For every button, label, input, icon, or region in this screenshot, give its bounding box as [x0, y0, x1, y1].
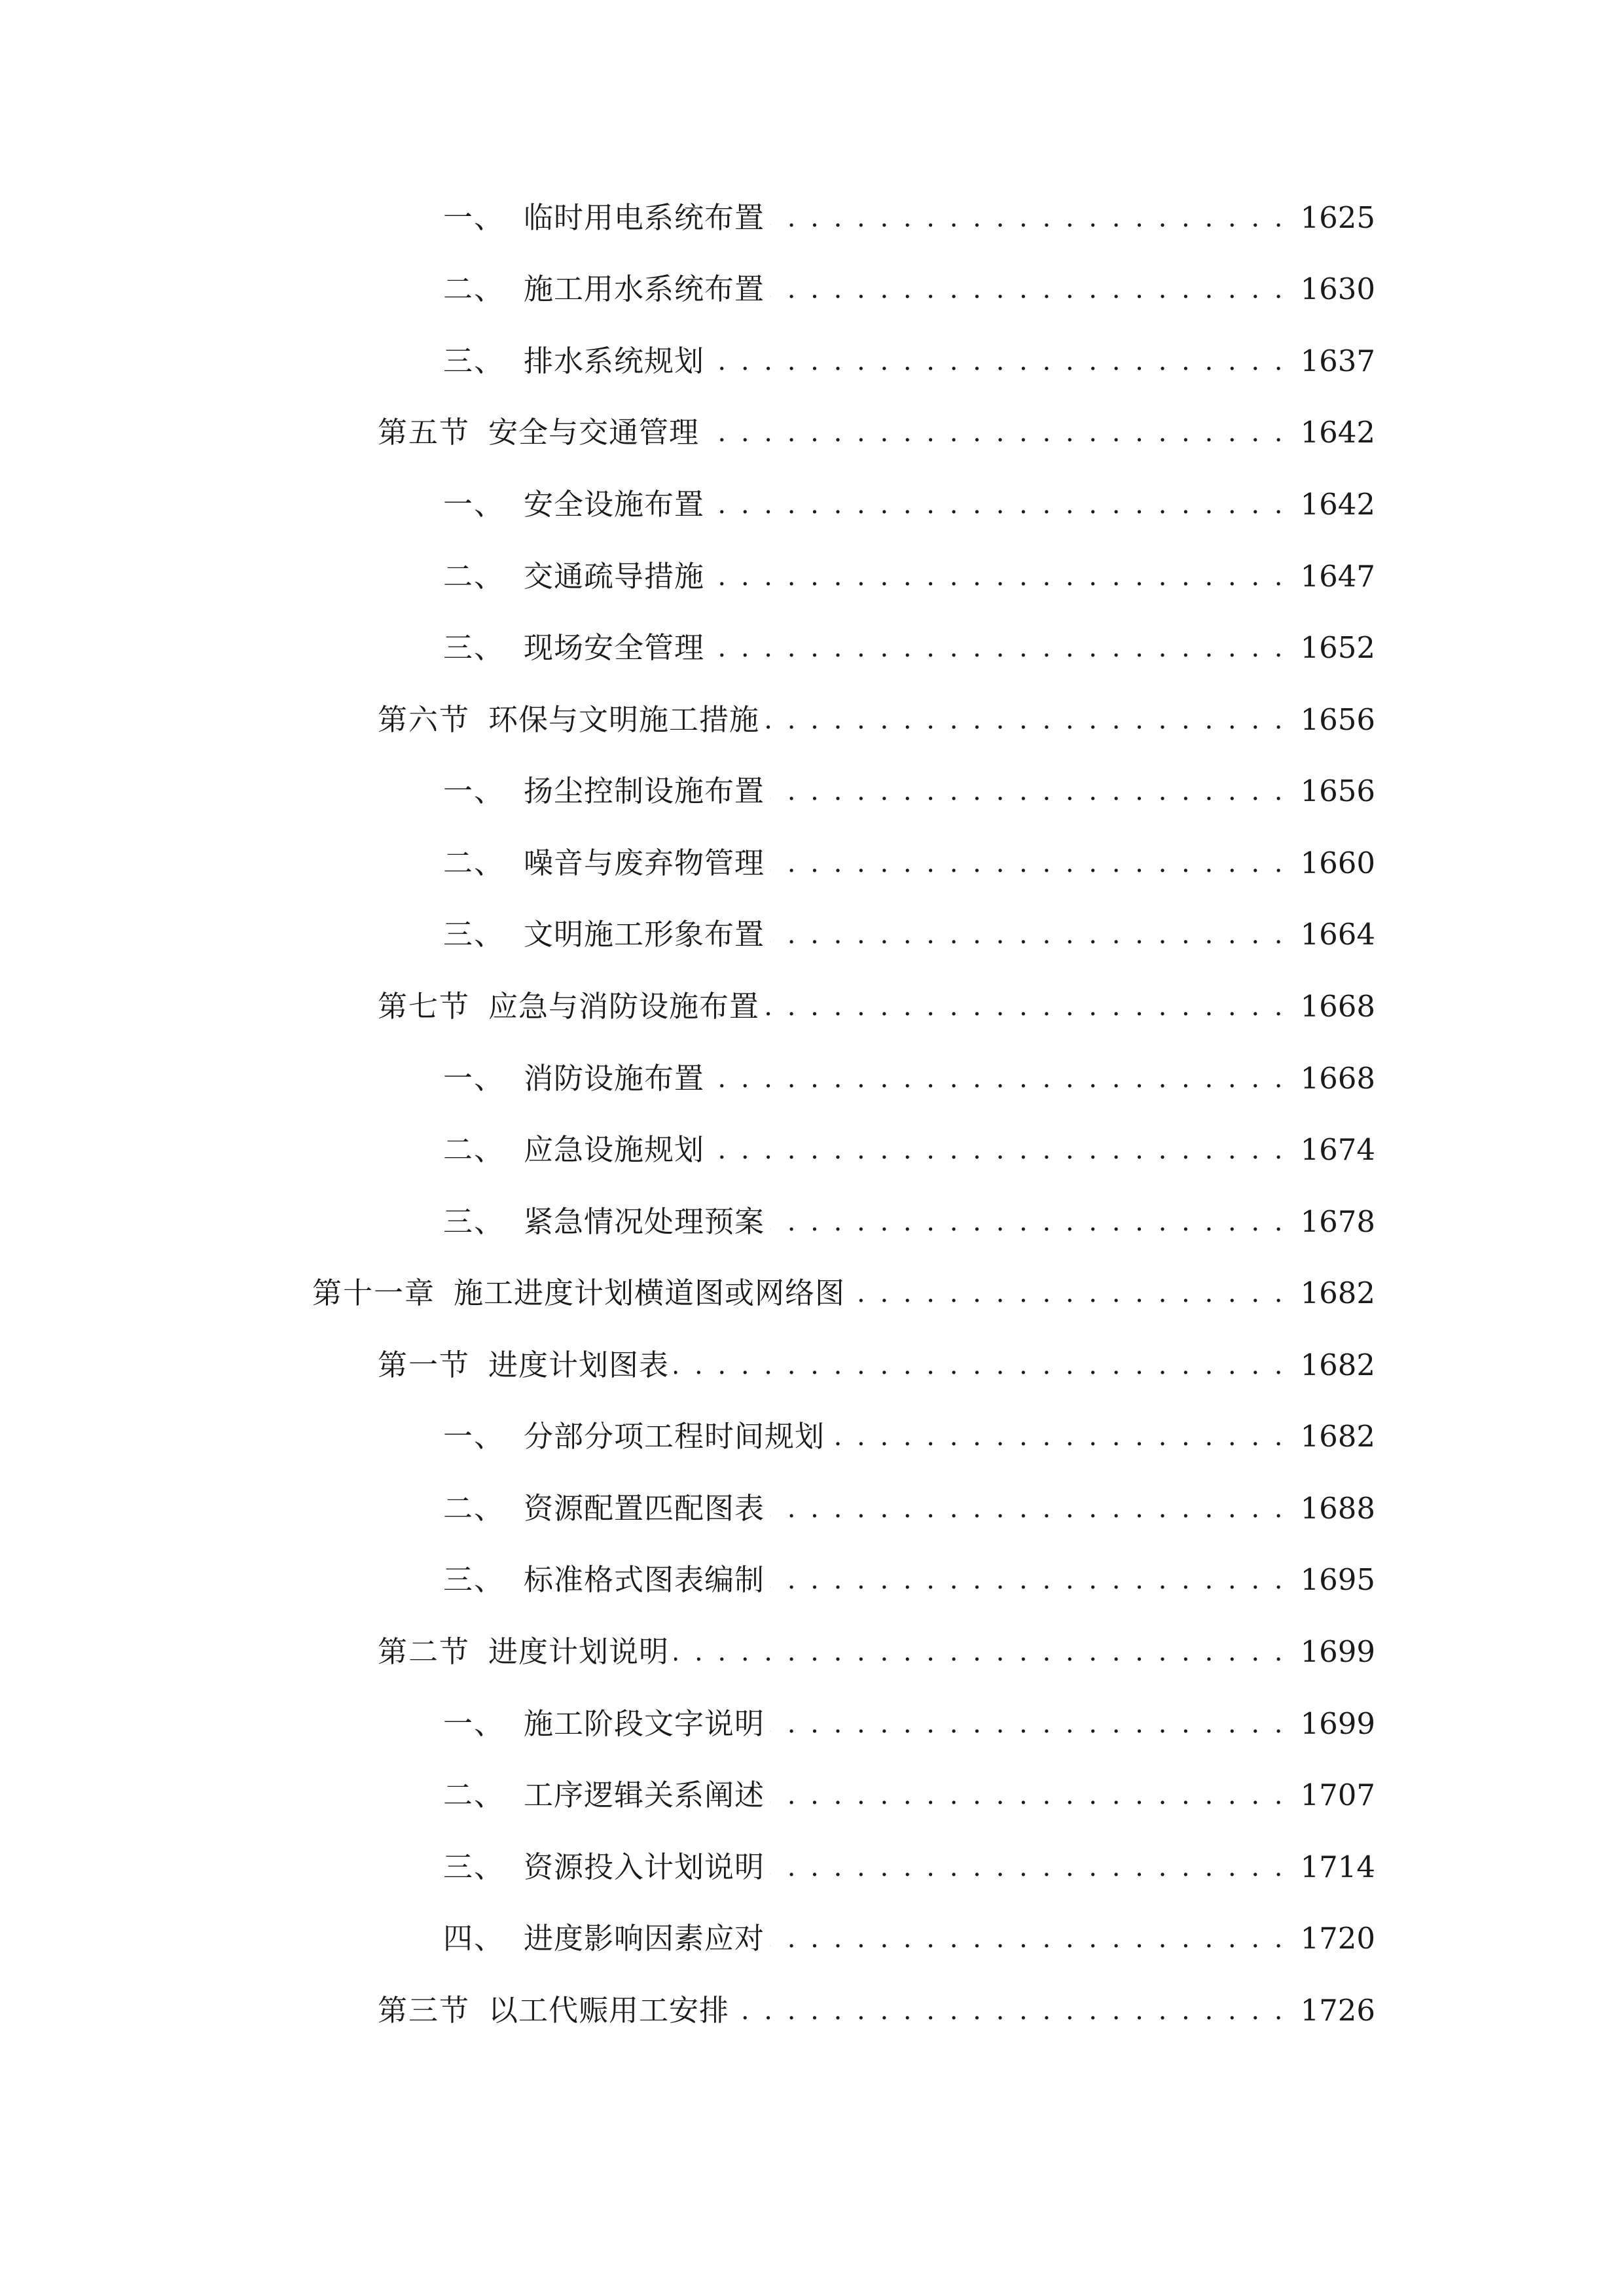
dot-leader	[710, 1056, 1286, 1102]
toc-entry-title: 现场安全管理	[524, 630, 705, 665]
toc-entry-number: 三、	[443, 1850, 505, 1884]
toc-entry[interactable]	[443, 1056, 1375, 1102]
toc-entry-title: 施工进度计划横道图或网络图	[454, 1276, 846, 1310]
toc-entry-page: 1660	[1300, 846, 1375, 880]
toc-entry[interactable]	[443, 195, 1375, 241]
toc-entry-page: 1668	[1300, 989, 1375, 1024]
toc-entry-page: 1642	[1300, 415, 1375, 450]
toc-entry-page: 1652	[1300, 630, 1375, 665]
toc-entry-page: 1688	[1300, 1491, 1375, 1526]
toc-entry-number: 一、	[443, 1061, 505, 1096]
toc-entry-number: 二、	[443, 272, 505, 306]
toc-entry[interactable]	[443, 1772, 1375, 1818]
toc-entry[interactable]	[443, 1701, 1375, 1747]
toc-entry[interactable]	[443, 625, 1375, 671]
toc-entry-title: 交通疏导措施	[524, 559, 705, 594]
toc-entry-number: 二、	[443, 1778, 505, 1812]
dot-leader	[770, 1916, 1286, 1962]
toc-entry[interactable]	[378, 1988, 1375, 2034]
dot-leader	[770, 1486, 1286, 1532]
toc-entry-number: 第三节	[378, 1993, 471, 2028]
toc-entry-page: 1699	[1300, 1706, 1375, 1741]
toc-entry-number: 第二节	[378, 1634, 471, 1669]
dot-leader	[770, 912, 1286, 958]
toc-entry-page: 1720	[1300, 1921, 1375, 1956]
dot-leader	[674, 1342, 1286, 1388]
toc-entry-page: 1668	[1300, 1061, 1375, 1096]
toc-entry-title: 应急设施规划	[524, 1132, 705, 1167]
toc-entry-number: 三、	[443, 1562, 505, 1597]
toc-entry-title: 临时用电系统布置	[524, 200, 765, 235]
toc-entry-page: 1678	[1300, 1204, 1375, 1239]
dot-leader	[765, 697, 1286, 743]
toc-entry-title: 扬尘控制设施布置	[524, 774, 765, 808]
toc-entry-title: 紧急情况处理预案	[524, 1204, 765, 1239]
toc-entry-page: 1682	[1300, 1348, 1375, 1382]
toc-entry[interactable]	[443, 1199, 1375, 1245]
toc-entry-title: 施工阶段文字说明	[524, 1706, 765, 1741]
toc-entry-number: 二、	[443, 1491, 505, 1526]
toc-entry[interactable]	[443, 482, 1375, 528]
toc-entry[interactable]	[443, 554, 1375, 600]
dot-leader	[770, 1701, 1286, 1747]
toc-entry-title: 排水系统规划	[524, 344, 705, 378]
toc-entry[interactable]	[378, 697, 1375, 743]
dot-leader	[710, 625, 1286, 671]
dot-leader	[770, 1844, 1286, 1890]
dot-leader	[710, 338, 1286, 384]
dot-leader	[830, 1414, 1286, 1460]
toc-entry-number: 一、	[443, 487, 505, 522]
toc-entry-number: 第七节	[378, 989, 471, 1024]
toc-entry-number: 一、	[443, 200, 505, 235]
toc-entry-number: 一、	[443, 1419, 505, 1454]
toc-entry-page: 1642	[1300, 487, 1375, 522]
toc-entry-title: 进度计划图表	[488, 1348, 670, 1382]
dot-leader	[770, 266, 1286, 312]
toc-entry[interactable]	[443, 338, 1375, 384]
toc-entry-title: 工序逻辑关系阐述	[524, 1778, 765, 1812]
toc-entry-page: 1625	[1300, 200, 1375, 235]
dot-leader	[674, 1629, 1286, 1675]
toc-entry-page: 1726	[1300, 1993, 1375, 2028]
toc-entry[interactable]	[378, 1629, 1375, 1675]
toc-entry-number: 第十一章	[312, 1276, 436, 1310]
toc-entry-number: 第六节	[378, 702, 471, 737]
toc-entry-page: 1714	[1300, 1850, 1375, 1884]
toc-entry-page: 1664	[1300, 917, 1375, 952]
dot-leader	[770, 1199, 1286, 1245]
toc-entry-number: 二、	[443, 846, 505, 880]
toc-entry[interactable]	[443, 1414, 1375, 1460]
dot-leader	[770, 195, 1286, 241]
toc-entry-title: 文明施工形象布置	[524, 917, 765, 952]
toc-entry-page: 1682	[1300, 1276, 1375, 1310]
toc-entry[interactable]	[443, 1127, 1375, 1173]
toc-entry-title: 以工代赈用工安排	[488, 1993, 730, 2028]
toc-entry-title: 资源配置匹配图表	[524, 1491, 765, 1526]
toc-entry-number: 二、	[443, 559, 505, 594]
toc-entry-title: 安全与交通管理	[488, 415, 700, 450]
toc-entry[interactable]	[443, 768, 1375, 814]
toc-entry-page: 1630	[1300, 272, 1375, 306]
toc-entry-number: 三、	[443, 1204, 505, 1239]
dot-leader	[770, 768, 1286, 814]
toc-entry-number: 第五节	[378, 415, 471, 450]
toc-entry-title: 标准格式图表编制	[524, 1562, 765, 1597]
toc-entry[interactable]	[443, 1844, 1375, 1890]
toc-entry[interactable]	[443, 1486, 1375, 1532]
dot-leader	[850, 1270, 1286, 1316]
dot-leader	[765, 984, 1286, 1030]
toc-entry-number: 四、	[443, 1921, 505, 1956]
toc-entry-number: 一、	[443, 1706, 505, 1741]
toc-entry[interactable]	[443, 840, 1375, 886]
toc-entry-title: 进度计划说明	[488, 1634, 670, 1669]
toc-entry-title: 分部分项工程时间规划	[524, 1419, 825, 1454]
toc-entry-title: 施工用水系统布置	[524, 272, 765, 306]
toc-entry-page: 1656	[1300, 702, 1375, 737]
toc-entry[interactable]	[443, 912, 1375, 958]
dot-leader	[770, 1772, 1286, 1818]
toc-entry-title: 应急与消防设施布置	[488, 989, 760, 1024]
toc-entry[interactable]	[312, 1270, 1375, 1316]
dot-leader	[710, 1127, 1286, 1173]
toc-entry[interactable]	[443, 1557, 1375, 1603]
toc-entry-title: 噪音与废弃物管理	[524, 846, 765, 880]
toc-entry-page: 1682	[1300, 1419, 1375, 1454]
toc-entry-page: 1656	[1300, 774, 1375, 808]
toc-entry-number: 二、	[443, 1132, 505, 1167]
toc-entry[interactable]	[378, 410, 1375, 456]
toc-entry-title: 环保与文明施工措施	[488, 702, 760, 737]
toc-entry[interactable]	[443, 1916, 1375, 1962]
toc-entry[interactable]	[378, 984, 1375, 1030]
toc-entry-title: 资源投入计划说明	[524, 1850, 765, 1884]
toc-entry-number: 三、	[443, 917, 505, 952]
toc-entry-page: 1647	[1300, 559, 1375, 594]
toc-entry-page: 1699	[1300, 1634, 1375, 1669]
dot-leader	[770, 840, 1286, 886]
dot-leader	[710, 554, 1286, 600]
toc-entry-page: 1674	[1300, 1132, 1375, 1167]
toc-entry-page: 1707	[1300, 1778, 1375, 1812]
toc-entry-number: 三、	[443, 344, 505, 378]
toc-entry[interactable]	[443, 266, 1375, 312]
toc-entry-title: 进度影响因素应对	[524, 1921, 765, 1956]
toc-entry-number: 第一节	[378, 1348, 471, 1382]
toc-entry-number: 一、	[443, 774, 505, 808]
dot-leader	[734, 1988, 1286, 2034]
dot-leader	[710, 482, 1286, 528]
toc-entry[interactable]	[378, 1342, 1375, 1388]
toc-entry-number: 三、	[443, 630, 505, 665]
toc-entry-page: 1637	[1300, 344, 1375, 378]
toc-entry-title: 安全设施布置	[524, 487, 705, 522]
dot-leader	[770, 1557, 1286, 1603]
dot-leader	[704, 410, 1286, 456]
toc-entry-page: 1695	[1300, 1562, 1375, 1597]
toc-entry-title: 消防设施布置	[524, 1061, 705, 1096]
